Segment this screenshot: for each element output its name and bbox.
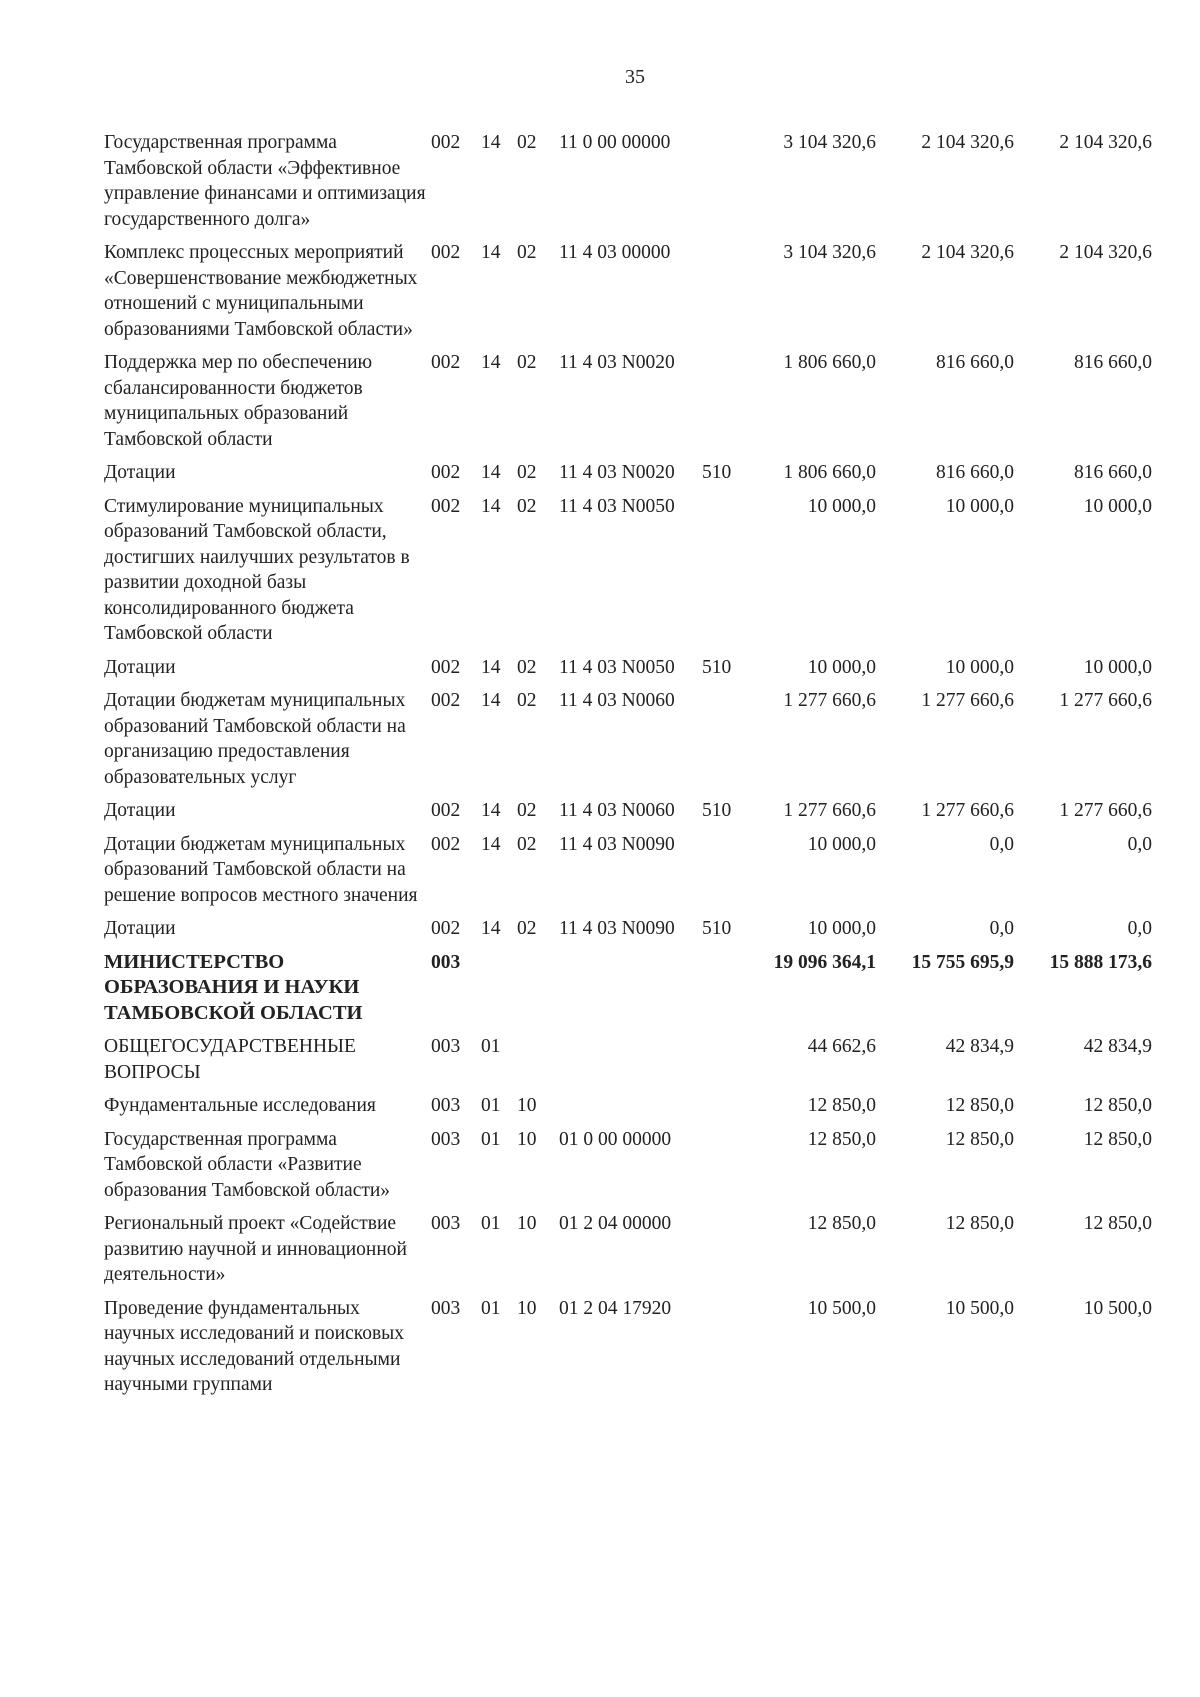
amount-year-1: 1 277 660,6: [783, 800, 876, 821]
expense-type-code: [702, 494, 760, 655]
subsection-code: 02: [517, 462, 537, 483]
table-row: [104, 240, 1152, 350]
expense-type-code: [702, 950, 760, 1035]
expense-type-code: [702, 832, 760, 917]
amount-year-2: 12 850,0: [945, 1213, 1014, 1234]
subsection-code: 02: [517, 495, 537, 517]
amount-year-2: 15 755 695,9: [911, 951, 1014, 973]
table-row: [104, 798, 1152, 832]
target-article-code: [559, 950, 702, 1035]
expense-type-code: [702, 1211, 760, 1296]
amount-year-2: 10 000,0: [945, 495, 1014, 517]
target-article-code: 11 4 03 N0020: [559, 352, 675, 373]
table-row: [104, 1034, 1152, 1093]
target-article-code: [559, 1093, 702, 1127]
subsection-code: [517, 950, 559, 1035]
subsection-code: 02: [517, 918, 537, 939]
expense-type-code: [702, 1296, 760, 1406]
department-code: 002: [431, 833, 461, 855]
section-code: 14: [481, 800, 501, 821]
amount-year-2: 12 850,0: [945, 1095, 1014, 1116]
amount-year-3: 12 850,0: [1083, 1095, 1152, 1116]
subsection-code: 10: [517, 1213, 537, 1234]
expense-type-code: [702, 1127, 760, 1212]
amount-year-3: 816 660,0: [1074, 462, 1152, 483]
amount-year-3: 0,0: [1127, 918, 1152, 939]
amount-year-1: 10 000,0: [807, 833, 876, 855]
amount-year-1: 12 850,0: [807, 1128, 876, 1150]
department-code: 002: [431, 800, 461, 821]
section-code: 14: [481, 833, 501, 855]
line-item-name: Поддержка мер по обеспечению сбалансированности бюджетов муниципальных образований Тамбовской области: [104, 352, 373, 450]
expense-type-code: [702, 1034, 760, 1093]
line-item-name: Стимулирование муниципальных образований Тамбовской области, достигших наилучших результатов в развитии доходной базы консолидированного бюджета Тамбовской области: [104, 495, 410, 644]
amount-year-3: 10 000,0: [1083, 656, 1152, 678]
amount-year-1: 10 500,0: [807, 1297, 876, 1319]
table-row: [104, 460, 1152, 494]
section-code: 01: [481, 1128, 501, 1150]
expense-type-code: 510: [702, 800, 732, 821]
subsection-code: [517, 1034, 559, 1093]
amount-year-2: 0,0: [989, 918, 1014, 939]
department-code: 003: [431, 1036, 461, 1057]
section-code: 14: [481, 352, 501, 373]
amount-year-1: 1 806 660,0: [783, 462, 876, 483]
amount-year-2: 12 850,0: [945, 1128, 1014, 1150]
amount-year-1: 12 850,0: [807, 1095, 876, 1116]
amount-year-1: 10 000,0: [807, 656, 876, 678]
target-article-code: 11 4 03 N0060: [559, 690, 675, 711]
section-code: 01: [481, 1036, 501, 1057]
table-row: [104, 1093, 1152, 1127]
expense-type-code: 510: [702, 656, 732, 678]
department-code: 002: [431, 656, 461, 678]
expense-type-code: [702, 688, 760, 798]
line-item-name: Региональный проект «Содействие развитию научной и инновационной деятельности»: [104, 1213, 407, 1285]
amount-year-2: 10 000,0: [945, 656, 1014, 678]
table-row: [104, 916, 1152, 950]
amount-year-1: 3 104 320,6: [783, 242, 876, 263]
budget-table: [104, 130, 1152, 1406]
subsection-code: 10: [517, 1128, 537, 1150]
table-row: [104, 1127, 1152, 1212]
amount-year-3: 12 850,0: [1083, 1213, 1152, 1234]
line-item-name: МИНИСТЕРСТВО ОБРАЗОВАНИЯ И НАУКИ ТАМБОВСКОЙ ОБЛАСТИ: [104, 950, 363, 1024]
amount-year-2: 2 104 320,6: [921, 132, 1014, 153]
section-code: 01: [481, 1297, 501, 1319]
amount-year-3: 1 277 660,6: [1059, 690, 1152, 711]
subsection-code: 02: [517, 352, 537, 373]
amount-year-3: 816 660,0: [1074, 352, 1152, 373]
target-article-code: 01 0 00 00000: [559, 1128, 672, 1150]
line-item-name: Государственная программа Тамбовской области «Развитие образования Тамбовской области»: [104, 1128, 391, 1201]
section-code: 01: [481, 1213, 501, 1234]
department-code: 002: [431, 690, 461, 711]
amount-year-1: 12 850,0: [807, 1213, 876, 1234]
department-code: 003: [431, 1128, 461, 1150]
target-article-code: 11 4 03 N0050: [559, 495, 675, 517]
amount-year-3: 2 104 320,6: [1059, 242, 1152, 263]
line-item-name: Дотации: [104, 918, 176, 939]
target-article-code: 11 4 03 N0060: [559, 800, 675, 821]
page-number: 35: [625, 66, 645, 88]
department-code: 003: [431, 1297, 461, 1319]
budget-table-body: [104, 130, 1152, 1406]
target-article-code: 11 4 03 N0090: [559, 833, 675, 855]
table-row: [104, 655, 1152, 689]
amount-year-1: 3 104 320,6: [783, 132, 876, 153]
section-code: [481, 950, 517, 1035]
amount-year-2: 1 277 660,6: [921, 800, 1014, 821]
amount-year-2: 2 104 320,6: [921, 242, 1014, 263]
amount-year-2: 816 660,0: [936, 352, 1014, 373]
subsection-code: 10: [517, 1297, 537, 1319]
line-item-name: Государственная программа Тамбовской области «Эффективное управление финансами и оптимизация государственного долга»: [104, 132, 426, 230]
line-item-name: Дотации: [104, 800, 176, 821]
amount-year-3: 10 500,0: [1083, 1297, 1152, 1319]
amount-year-1: 10 000,0: [807, 918, 876, 939]
section-code: 14: [481, 656, 501, 678]
line-item-name: Дотации: [104, 656, 176, 678]
amount-year-1: 1 806 660,0: [783, 352, 876, 373]
subsection-code: 02: [517, 833, 537, 855]
amount-year-2: 10 500,0: [945, 1297, 1014, 1319]
amount-year-2: 1 277 660,6: [921, 690, 1014, 711]
target-article-code: [559, 1034, 702, 1093]
target-article-code: 11 4 03 00000: [559, 242, 671, 263]
expense-type-code: [702, 240, 760, 350]
section-code: 14: [481, 462, 501, 483]
department-code: 003: [431, 951, 461, 973]
subsection-code: 02: [517, 132, 537, 153]
department-code: 003: [431, 1213, 461, 1234]
table-row: [104, 494, 1152, 655]
section-code: 14: [481, 690, 501, 711]
amount-year-3: 1 277 660,6: [1059, 800, 1152, 821]
target-article-code: 01 2 04 00000: [559, 1213, 672, 1234]
amount-year-3: 12 850,0: [1083, 1128, 1152, 1150]
section-code: 14: [481, 132, 501, 153]
expense-type-code: [702, 130, 760, 240]
table-row: [104, 688, 1152, 798]
amount-year-1: 1 277 660,6: [783, 690, 876, 711]
amount-year-2: 42 834,9: [945, 1036, 1014, 1057]
table-row: [104, 950, 1152, 1035]
department-code: 002: [431, 242, 461, 263]
section-code: 14: [481, 242, 501, 263]
target-article-code: 11 4 03 N0050: [559, 656, 675, 678]
target-article-code: 11 4 03 N0020: [559, 462, 675, 483]
expense-type-code: 510: [702, 918, 732, 939]
amount-year-3: 2 104 320,6: [1059, 132, 1152, 153]
section-code: 14: [481, 495, 501, 517]
table-row: [104, 832, 1152, 917]
amount-year-2: 0,0: [989, 833, 1014, 855]
table-row: [104, 1211, 1152, 1296]
department-code: 003: [431, 1095, 461, 1116]
department-code: 002: [431, 352, 461, 373]
subsection-code: 02: [517, 656, 537, 678]
department-code: 002: [431, 132, 461, 153]
line-item-name: ОБЩЕГОСУДАРСТВЕННЫЕ ВОПРОСЫ: [104, 1036, 356, 1083]
subsection-code: 02: [517, 690, 537, 711]
amount-year-3: 10 000,0: [1083, 495, 1152, 517]
amount-year-3: 42 834,9: [1083, 1036, 1152, 1057]
amount-year-2: 816 660,0: [936, 462, 1014, 483]
subsection-code: 10: [517, 1095, 537, 1116]
expense-type-code: [702, 1093, 760, 1127]
line-item-name: Комплекс процессных мероприятий «Совершенствование межбюджетных отношений с муниципальными образованиями Тамбовской области»: [104, 242, 418, 340]
section-code: 14: [481, 918, 501, 939]
line-item-name: Дотации бюджетам муниципальных образований Тамбовской области на организацию предоставления образовательных услуг: [104, 690, 406, 788]
line-item-name: Дотации: [104, 462, 176, 483]
expense-type-code: [702, 350, 760, 460]
amount-year-1: 19 096 364,1: [773, 951, 876, 973]
line-item-name: Фундаментальные исследования: [104, 1095, 376, 1116]
department-code: 002: [431, 918, 461, 939]
subsection-code: 02: [517, 800, 537, 821]
amount-year-1: 10 000,0: [807, 495, 876, 517]
subsection-code: 02: [517, 242, 537, 263]
expense-type-code: 510: [702, 462, 732, 483]
target-article-code: 01 2 04 17920: [559, 1297, 672, 1319]
table-row: [104, 1296, 1152, 1406]
department-code: 002: [431, 495, 461, 517]
amount-year-3: 0,0: [1127, 833, 1152, 855]
amount-year-3: 15 888 173,6: [1049, 951, 1152, 973]
target-article-code: 11 0 00 00000: [559, 132, 671, 153]
table-row: [104, 350, 1152, 460]
department-code: 002: [431, 462, 461, 483]
table-row: [104, 130, 1152, 240]
section-code: 01: [481, 1095, 501, 1116]
line-item-name: Дотации бюджетам муниципальных образований Тамбовской области на решение вопросов местного значения: [104, 833, 418, 906]
line-item-name: Проведение фундаментальных научных исследований и поисковых научных исследований отдельными научными группами: [104, 1297, 405, 1395]
amount-year-1: 44 662,6: [807, 1036, 876, 1057]
target-article-code: 11 4 03 N0090: [559, 918, 675, 939]
